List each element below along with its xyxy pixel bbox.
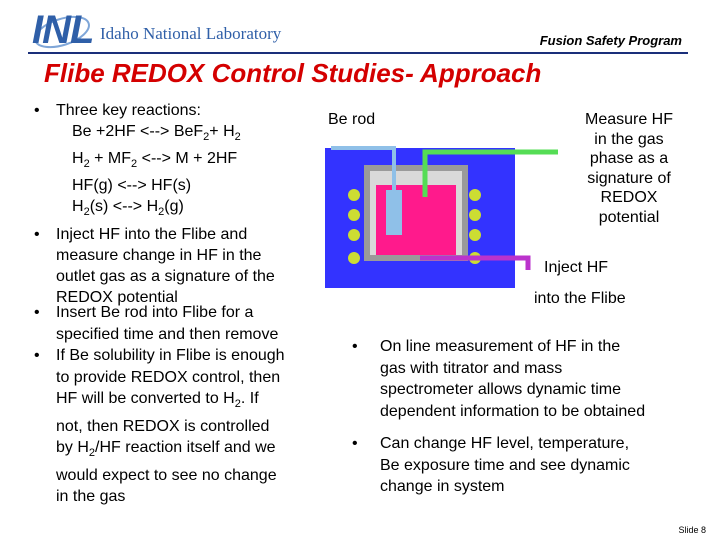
logo-letters: INL xyxy=(32,8,94,52)
reactions-label: Three key reactions: xyxy=(56,102,201,119)
page-title: Flibe REDOX Control Studies- Approach xyxy=(44,58,542,88)
bullet-dot: • xyxy=(352,435,358,452)
hf-inlet-tube xyxy=(420,258,528,270)
be-rod-label: Be rod xyxy=(328,111,376,128)
be-rod-pointer-line xyxy=(331,148,394,192)
slide-number: Slide 8 xyxy=(678,525,706,535)
into-flibe-label: into the Flibe xyxy=(534,290,626,307)
bullet-online-measurement: • On line measurement of HF in the gas with titrator and mass spectrometer allows dynamic time dependent information to be obtained xyxy=(352,338,646,420)
reaction-1: Be +2HF <--> $BeF_2+ H_2$ xyxy=(72,123,241,144)
logo-lab-name: Idaho National Laboratory xyxy=(100,24,282,43)
bullet-dot: • xyxy=(34,304,40,321)
program-name: Fusion Safety Program xyxy=(539,33,682,48)
inject-hf-label: Inject HF xyxy=(544,259,609,276)
reaction-4: $H_2(s)$ <--> $H_2(g)$ xyxy=(72,198,184,219)
bullet-dot: • xyxy=(34,102,40,119)
bullet-dot: • xyxy=(352,338,358,355)
bullet-inject: • Inject HF into the Flibe and measure change in HF in the outlet gas as a signature of the REDOX potential xyxy=(34,225,275,306)
bullet-dot: • xyxy=(34,225,40,243)
bullet-insert-rod: • Insert Be rod into Flibe for a specified time and then remove xyxy=(34,304,279,343)
gas-outlet-tube xyxy=(425,152,558,197)
reaction-3: HF(g) <--> HF(s) xyxy=(72,177,192,195)
bullet-change-hf: • Can change HF level, temperature, Be exposure time and see dynamic change in system xyxy=(352,435,630,495)
reaction-2: $H_2 + MF_2$ <--> M + 2HF xyxy=(72,150,238,171)
right-column xyxy=(352,336,692,498)
bullet-dot: • xyxy=(34,347,40,364)
bullet-solubility: • If Be solubility in Flibe is enough to provide REDOX control, then HF will be converted to $H_2$. If not, then REDOX is controlled by $H_2/HF$ reaction itself and we would expect to see no change in the gas xyxy=(34,347,285,506)
measure-hf-label: Measure HF in the gas phase as a signature of REDOX potential xyxy=(584,111,674,226)
